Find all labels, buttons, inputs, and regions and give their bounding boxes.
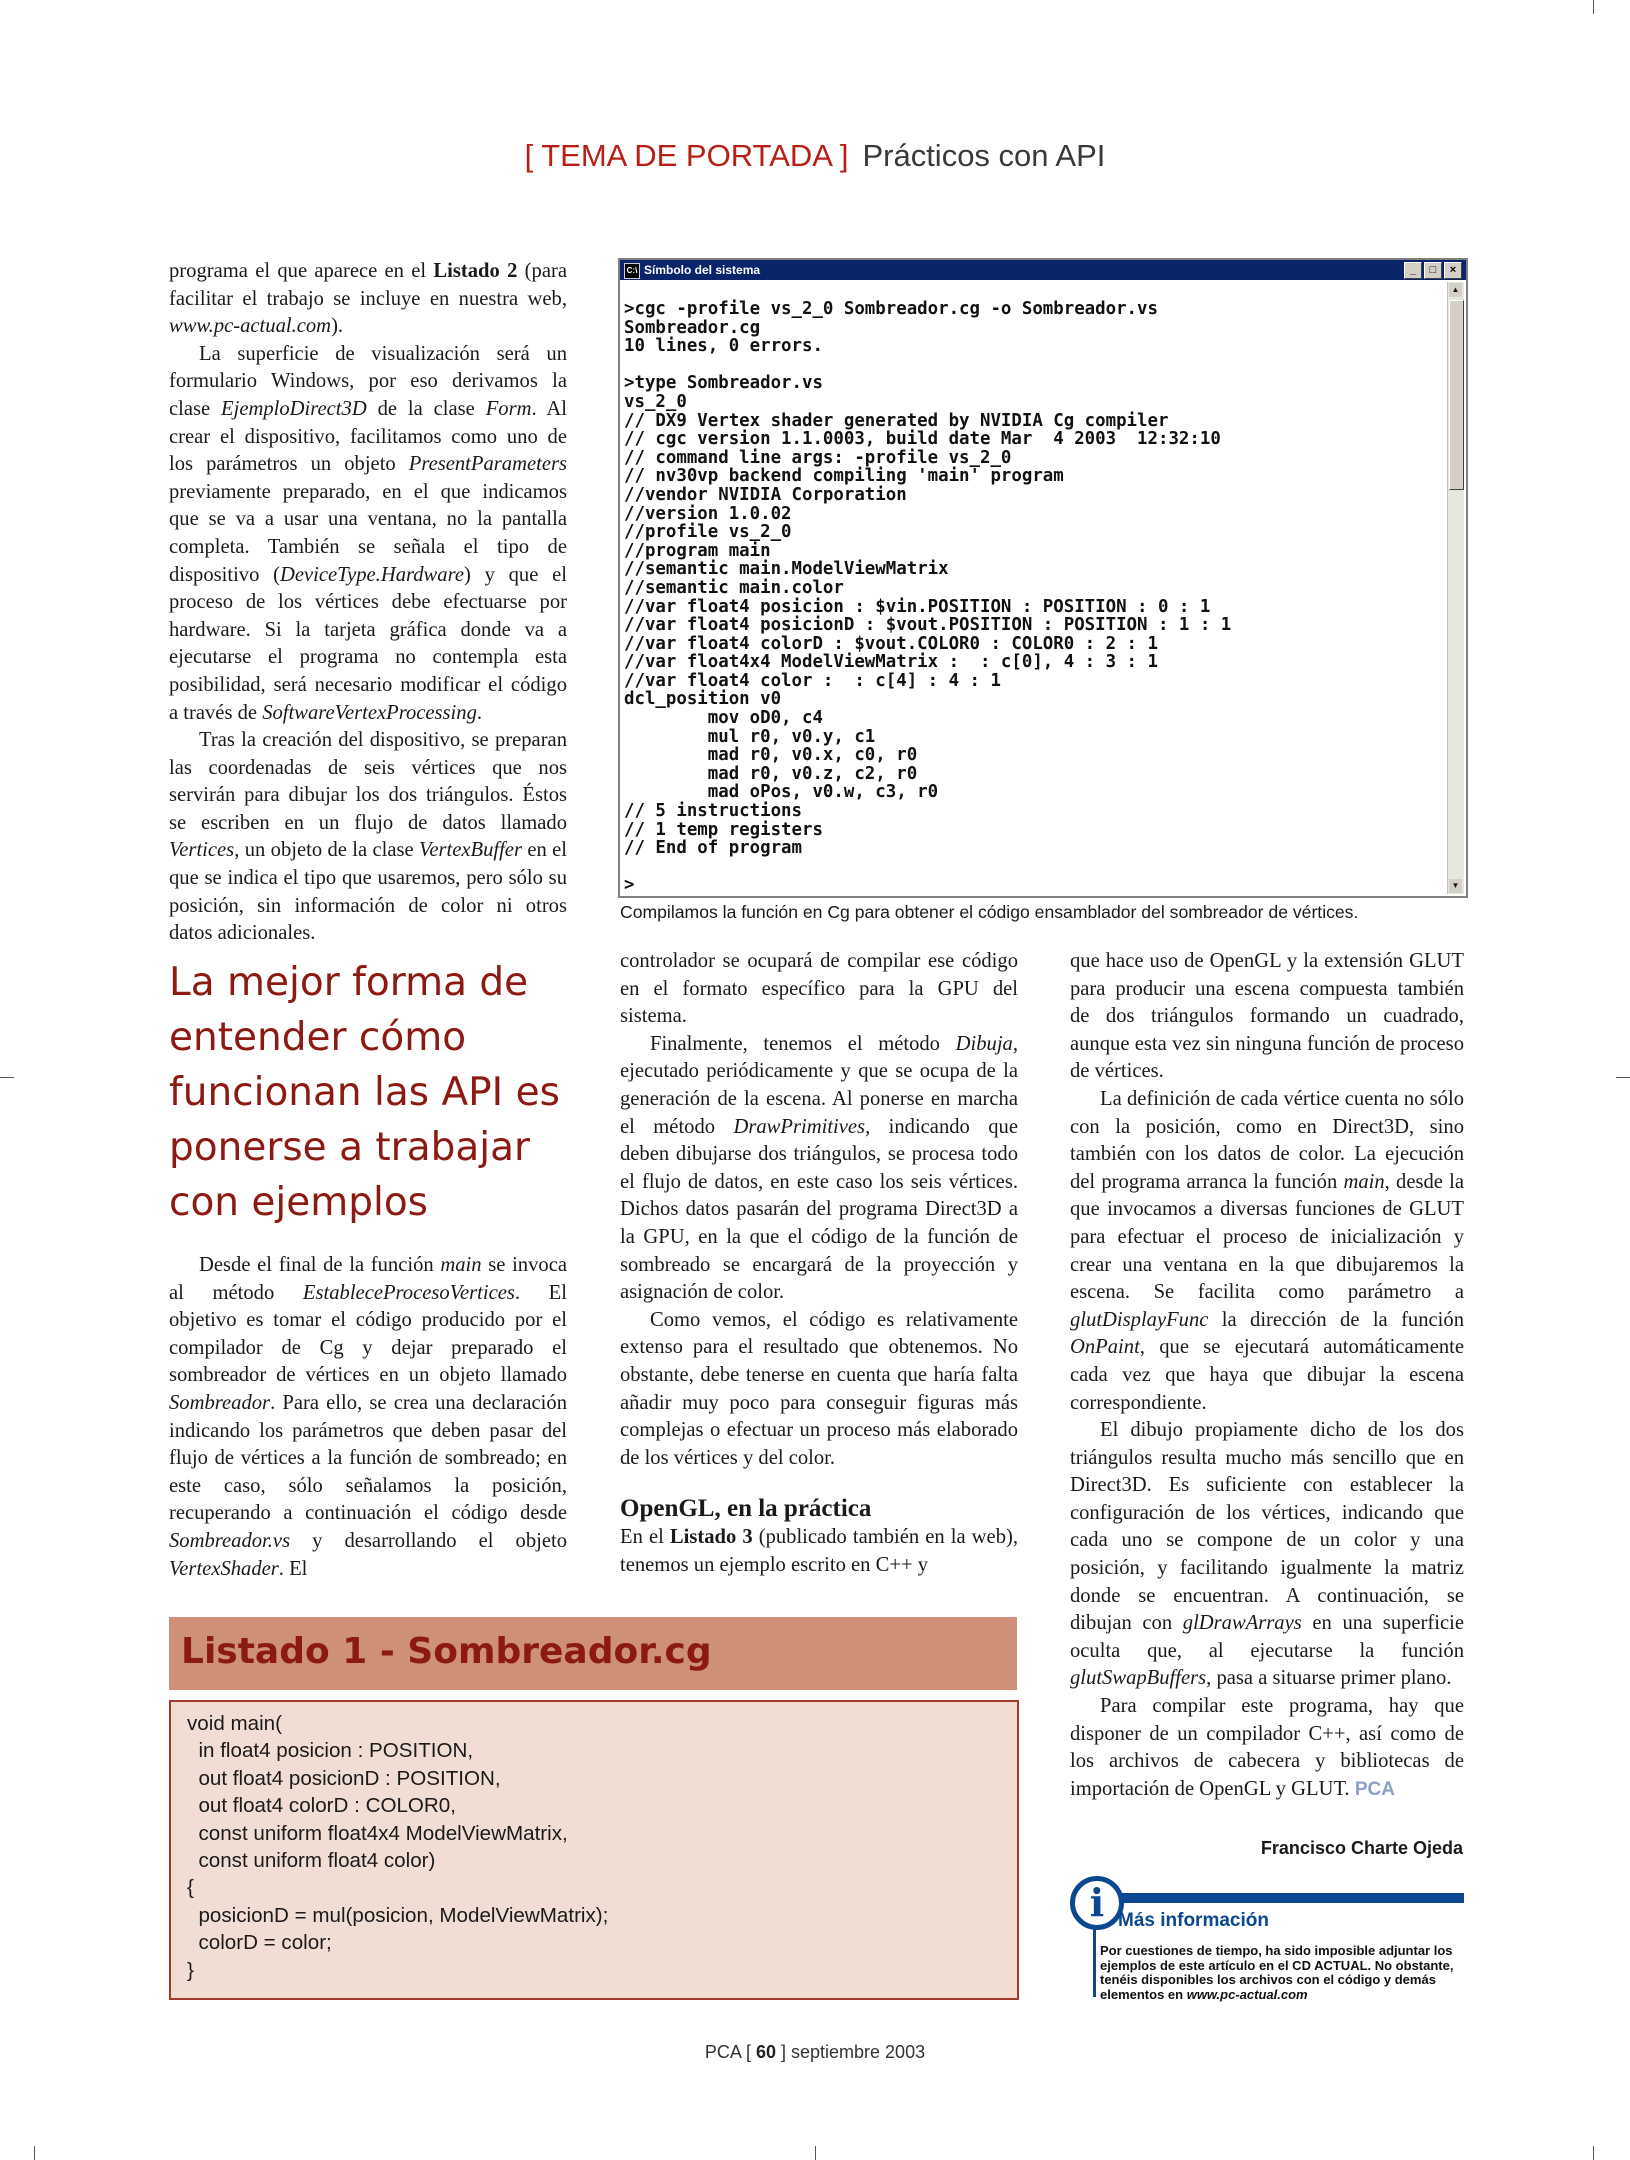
column-3 [1070,948,1464,1803]
info-stem [1093,1925,1096,1997]
pull-quote: La mejor forma de entender cómo funcionan las API es ponerse a trabajar con ejemplos [169,960,560,1225]
subheading: OpenGL, en la práctica [620,1495,872,1523]
running-header [0,138,1630,174]
paragraph: Como vemos, el código es relativamente extenso para el resultado que obtenemos. No obstante, debe tenerse en cuenta que haría falta añadir muy poco para conseguir figuras más complejas o efectuar un proceso más elaborado de los vértices y del color. [620,1308,1018,1469]
listing-title: Listado 1 - Sombreador.cg [181,1631,712,1672]
scroll-thumb [1449,300,1464,490]
listing-code-box [169,1700,1019,2000]
window-controls [1404,262,1462,279]
scroll-up-icon: ▲ [1449,283,1462,297]
command-prompt-screenshot [618,258,1468,898]
figure-caption: Compilamos la función en Cg para obtener el código ensamblador del sombreador de vértices. [620,902,1359,922]
info-icon: i [1070,1876,1124,1930]
window-title: Símbolo del sistema [644,263,761,277]
scroll-down-icon: ▼ [1449,879,1462,893]
section-title: Prácticos con API [862,138,1106,173]
paragraph: Desde el final de la función main se invoca al método EstableceProcesoVertices. El objetivo es tomar el código producido por el compilador de Cg y dejar preparado el sombreador de vértices en un objeto llamado Sombreador. Para ello, se crea una declaración indicando los parámetros que deben pasar del flujo de vértices a la función de sombreado; en este caso, sólo señalamos la posición, recuperando a continuación el código desde Sombreador.vs y desarrollando el objeto VertexShader. El [169,1254,567,1580]
paragraph: La superficie de visualización será un formulario Windows, por eso derivamos la clase EjemploDirect3D de la clase Form. Al crear el dispositivo, facilitamos como uno de los parámetros un objeto PresentParameters previamente preparado, en el que indicamos que se va a usar una ventana, no la pantalla completa. También se señala el tipo de dispositivo (DeviceType.Hardware) y que el proceso de los vértices debe efectuarse por hardware. Si la tarjeta gráfica donde va a ejecutarse el programa no contempla esta posibilidad, será necesario modificar el código a través de SoftwareVertexProcessing. [169,342,567,724]
column-1-continued [169,1252,567,1583]
registration-mark [34,2146,35,2160]
registration-mark [1593,0,1594,14]
maximize-icon: □ [1424,262,1442,279]
paragraph: La definición de cada vértice cuenta no sólo con la posición, como en Direct3D, sino también con los datos de color. La ejecución del programa arranca la función main, desde la que invocamos a diversas funciones de GLUT para efectuar el proceso de inicialización y crear una ventana en la que dibujaremos la escena. Se facilita como parámetro a glutDisplayFunc la dirección de la función OnPaint, que se ejecutará automáticamente cada vez que haya que dibujar la escena correspondiente. [1070,1087,1464,1414]
registration-mark [815,2146,816,2160]
registration-mark [1593,2146,1594,2160]
registration-mark [1616,1077,1630,1078]
info-title: Más información [1118,1910,1269,1931]
close-icon: × [1444,262,1462,279]
window-titlebar [620,260,1466,280]
console-icon: C:\ [624,263,640,279]
column-2 [620,948,1018,1579]
paragraph: Finalmente, tenemos el método Dibuja, ejecutado periódicamente y que se ocupa de la generación de la escena. Al ponerse en marcha el método DrawPrimitives, indicando que deben dibujarse dos triángulos, se procesa todo el flujo de datos, en este caso los seis vértices. Dichos datos pasarán del programa Direct3D a la GPU, en la que el código de la función de sombreado se encargará de la proyección y asignación de color. [620,1032,1018,1304]
footer-date: septiembre 2003 [791,2042,926,2062]
page-number: 60 [755,2042,776,2062]
paragraph: controlador se ocupará de compilar ese código en el formato específico para la GPU del sistema. [620,950,1018,1028]
console-output: >cgc -profile vs_2_0 Sombreador.cg -o Sombreador.vs Sombreador.cg 10 lines, 0 errors. >type Sombreador.vs vs_2_0 // DX9 Vertex shader generated by NVIDIA Cg compiler // cgc version 1.1.0003, build date Mar 4 2003 12:32:10 // command line args: -profile vs_2_0 // nv30vp backend compiling 'main' program //vendor NVIDIA Corporation //version 1.0.02 //profile vs_2_0 //program main //semantic main.ModelViewMatrix //semantic main.color //var float4 posicion : $vin.POSITION : POSITION : 0 : 1 //var float4 posicionD : $vout.POSITION : POSITION : 1 : 1 //var float4 colorD : $vout.COLOR0 : COLOR0 : 2 : 1 //var float4x4 ModelViewMatrix : : c[0], 4 : 3 : 1 //var float4 color : : c[4] : 4 : 1 dcl_position v0 mov oD0, c4 mul r0, v0.y, c1 mad r0, v0.x, c0, r0 mad r0, v0.z, c2, r0 mad oPos, v0.w, c3, r0 // 5 instructions // 1 temp registers // End of program > [624,299,1232,896]
paragraph: que hace uso de OpenGL y la extensión GLUT para producir una escena compuesta también de dos triángulos formando un cuadrado, aunque esta vez sin ninguna función de proceso de vértices. [1070,950,1464,1083]
paragraph: El dibujo propiamente dicho de los dos triángulos resulta mucho más sencillo que en Direct3D. Es suficiente con establecer la configuración de los vértices, indicando que cada uno se compone de un color y una posición, y facilitando igualmente la matriz donde se encuentran. A continuación, se dibujan con glDrawArrays en una superficie oculta que, al ejecutarse la función glutSwapBuffers, pasa a situarse primer plano. [1070,1419,1464,1690]
info-rule [1090,1893,1464,1903]
section-label: [ TEMA DE PORTADA ] [524,138,849,173]
listing-header [169,1617,1017,1690]
end-mark: PCA [1354,1778,1395,1800]
paragraph: Tras la creación del dispositivo, se preparan las coordenadas de seis vértices que nos servirán para dibujar los dos triángulos. Éstos se escriben en un flujo de datos llamado Vertices, un objeto de la clase VertexBuffer en el que se indica el tipo que usaremos, pero sólo su posición, sin información de color ni otros datos adicionales. [169,729,567,945]
paragraph: En el Listado 3 (publicado también en la web), tenemos un ejemplo escrito en C++ y [620,1526,1019,1576]
listing-code: void main( in float4 posicion : POSITION, out float4 posicionD : POSITION, out float4 colorD : COLOR0, const uniform float4x4 ModelViewMatrix, const uniform float4 color) { posicionD = mul(posicion, ModelViewMatrix); colorD = color; } [187,1712,609,1982]
scrollbar [1447,282,1464,894]
author-byline: Francisco Charte Ojeda [1260,1838,1463,1858]
minimize-icon: _ [1404,262,1422,279]
footer-mag: PCA [704,2042,741,2062]
paragraph: Para compilar este programa, hay que disponer de un compilador C++, así como de los archivos de cabecera y bibliotecas de importación de OpenGL y GLUT. PCA [1070,1695,1464,1800]
page-footer: PCA [ 60 ] septiembre 2003 [704,2042,926,2062]
info-text: Por cuestiones de tiempo, ha sido imposible adjuntar los ejemplos de este artículo en el CD ACTUAL. No obstante, tenéis disponibles los archivos con el código y demás elementos en www.pc-actual.com [1100,1943,1454,2002]
registration-mark [0,1077,14,1078]
paragraph: programa el que aparece en el Listado 2 (para facilitar el trabajo se incluye en nuestra web, www.pc-actual.com). [169,260,567,338]
column-1 [169,258,567,948]
